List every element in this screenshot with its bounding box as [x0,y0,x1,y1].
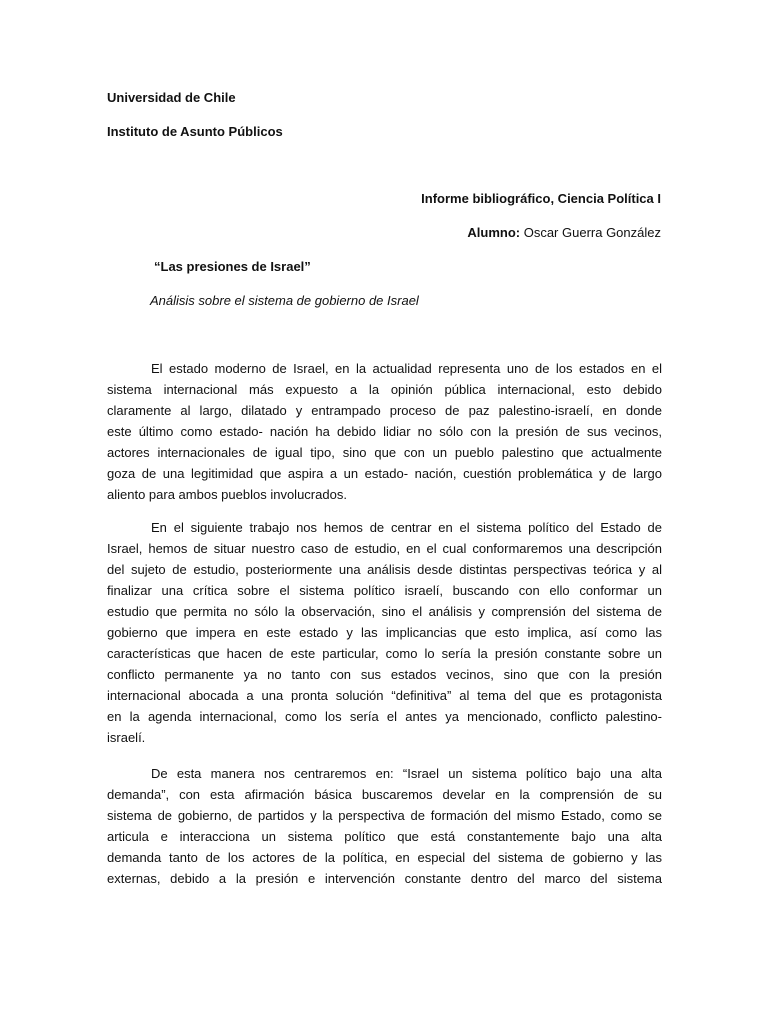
paragraph-line: conflicto permanente ya no tanto con sus estados vecinos, sino que con la presión [107,667,662,682]
report-title: Informe bibliográfico, Ciencia Política I [421,191,661,206]
institute-name: Instituto de Asunto Públicos [107,124,283,139]
paragraph-line: actores internacionales de igual tipo, sino que con un pueblo palestino que actualmente [107,445,662,460]
paragraph-line: demanda tanto de los actores de la política, en especial del sistema de gobierno y las [107,850,662,865]
paragraph-line: del sujeto de estudio, posteriormente una análisis desde distintas perspectivas teórica y al [107,562,662,577]
paragraph-line: El estado moderno de Israel, en la actualidad representa uno de los estados en el [151,361,662,376]
paragraph-line: De esta manera nos centraremos en: “Israel un sistema político bajo una alta [151,766,662,781]
paragraph-line: finalizar una crítica sobre el sistema político israelí, buscando con ello conformar un [107,583,662,598]
paragraph-line: gobierno que impera en este estado y las implicancias que esto implica, así como las [107,625,662,640]
paragraph-line: israelí. [107,730,146,745]
university-name: Universidad de Chile [107,90,236,105]
student-line [467,225,661,241]
paragraph-line: en la agenda internacional, como los sería el antes ya mencionado, conflicto palestino- [107,709,662,724]
paragraph-2 [107,517,662,748]
paragraph-1 [107,358,662,505]
paragraph-line: sistema de gobierno, de partidos y la perspectiva de formación del mismo Estado, como se [107,808,662,823]
paragraph-line: sistema internacional más expuesto a la opinión pública internacional, esto debido [107,382,662,397]
student-label: Alumno: [467,225,521,240]
student-name: Oscar Guerra González [523,225,661,240]
paragraph-line: goza de una legitimidad que aspira a un estado- nación, cuestión problemática y de largo [107,466,662,481]
paragraph-line: estudio que permita no sólo la observación, sino el análisis y comprensión del sistema de [107,604,662,619]
paragraph-line: este último como estado- nación ha debido lidiar no sólo con la presión de sus vecinos, [107,424,662,439]
paragraph-line: demanda”, con esta afirmación básica buscaremos develar en la comprensión de su [107,787,662,802]
paragraph-line: aliento para ambos pueblos involucrados. [107,487,347,502]
paragraph-line: En el siguiente trabajo nos hemos de centrar en el sistema político del Estado de [151,520,662,535]
paragraph-line: articula e interacciona un sistema político que está constantemente bajo una alta [107,829,662,844]
paragraph-line: características que hacen de este particular, como lo sería la presión constante sobre un [107,646,662,661]
paragraph-line: internacional abocada a una pronta solución “definitiva” al tema del que es protagonista [107,688,662,703]
essay-title: “Las presiones de Israel” [154,259,311,274]
paragraph-line: claramente al largo, dilatado y entrampado proceso de paz palestino-israelí, en donde [107,403,662,418]
paragraph-line: externas, debido a la presión e intervención constante dentro del marco del sistema [107,871,662,886]
essay-subtitle: Análisis sobre el sistema de gobierno de Israel [150,293,419,308]
paragraph-line: Israel, hemos de situar nuestro caso de estudio, en el cual conformaremos una descripción [107,541,662,556]
paragraph-3 [107,763,662,889]
